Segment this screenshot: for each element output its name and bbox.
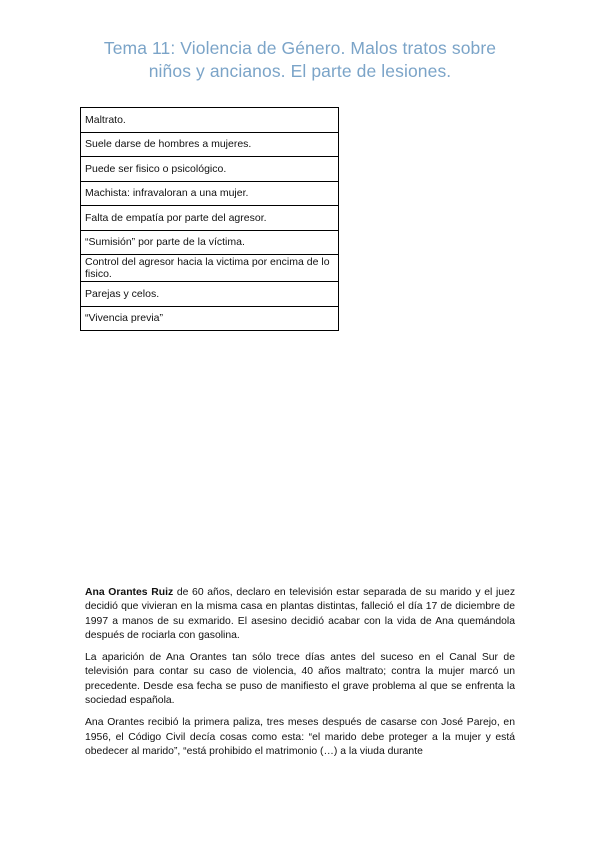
table-cell: Parejas y celos.: [81, 282, 339, 307]
table-cell: Puede ser fisico o psicológico.: [81, 157, 339, 182]
table-row: [81, 206, 339, 231]
title-line-1: Tema 11: Violencia de Género. Malos tratos sobre: [103, 38, 497, 58]
table-cell: “Sumisión” por parte de la víctima.: [81, 230, 339, 255]
table-cell: Falta de empatía por parte del agresor.: [81, 206, 339, 231]
table-row: [81, 181, 339, 206]
body-text: [85, 586, 515, 767]
paragraph-1-text: de 60 años, declaro en televisión estar separada de su marido y el juez decidió que vivieran en la misma casa en plantas distintas, falleció el día 17 de diciembre de 1997 a manos de su exmarido. El asesino decidió acabar con la vida de Ana quemándola después de rociarla con gasolina.: [85, 587, 516, 641]
paragraph-2: La aparición de Ana Orantes tan sólo trece días antes del suceso en el Canal Sur de televisión para contar su caso de violencia, 40 años maltrato; contra la mujer marcó un precedente. Desde esa fecha se puso de manifiesto el grave problema al que se enfrenta la sociedad española.: [85, 652, 515, 707]
table-cell: Maltrato.: [81, 108, 339, 133]
table-row: [81, 230, 339, 255]
table-cell: Control del agresor hacia la victima por encima de lo fisico.: [81, 255, 339, 282]
person-name: Ana Orantes Ruiz: [85, 587, 174, 598]
characteristics-table: [80, 107, 339, 331]
page-title: [60, 37, 540, 83]
paragraph-3: Ana Orantes recibió la primera paliza, tres meses después de casarse con José Parejo, en 1956, el Código Civil decía cosas como esta: “el marido debe proteger a la mujer y está obedecer al marido”, “está prohibido el matrimonio (…) a la viuda durante: [85, 717, 515, 757]
table-row: [81, 108, 339, 133]
paragraph-1: [85, 586, 515, 643]
table-cell: Machista: infravaloran a una mujer.: [81, 181, 339, 206]
table-row: [81, 255, 339, 282]
title-line-2: niños y ancianos. El parte de lesiones.: [148, 61, 452, 81]
table-row: [81, 306, 339, 331]
table-cell: Suele darse de hombres a mujeres.: [81, 132, 339, 157]
table-row: [81, 132, 339, 157]
table-row: [81, 157, 339, 182]
table-cell: “Vivencia previa”: [81, 306, 339, 331]
table-row: [81, 282, 339, 307]
